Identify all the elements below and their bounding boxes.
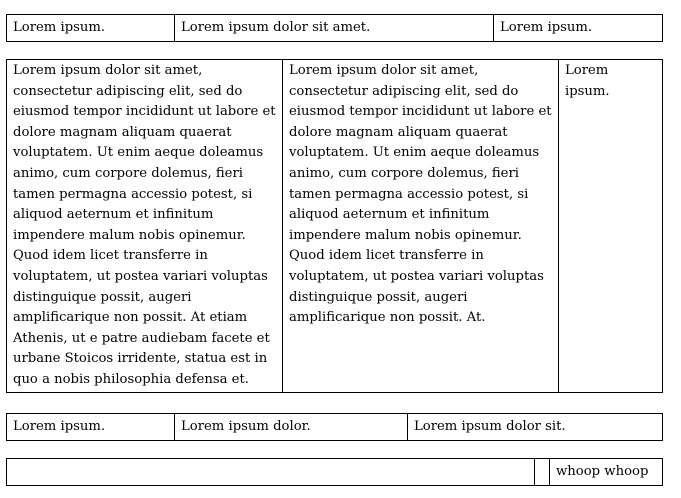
whoop-cell: whoop whoop <box>550 459 663 486</box>
table-bottom-row <box>6 458 663 486</box>
empty-narrow-cell <box>535 459 550 486</box>
table-row <box>7 414 663 441</box>
table-cell: Lorem ipsum. <box>494 15 663 42</box>
table-row <box>7 459 663 486</box>
table-cell: Lorem ipsum dolor sit amet. <box>175 15 494 42</box>
table-footer-row <box>6 413 663 441</box>
table-paragraph-row <box>6 59 663 393</box>
paragraph-cell-left: Lorem ipsum dolor sit amet, consectetur adipiscing elit, sed do eiusmod tempor incididunt ut labore et dolore magnam aliquam quaerat voluptatem. Ut enim aeque doleamus animo, cum corpore dolemus, fieri tamen permagna accessio potest, si aliquod aeternum et infinitum impendere malum nobis opinemur. Quod idem licet transferre in voluptatem, ut postea variari voluptas distinguique possit, augeri amplificarique non possit. At etiam Athenis, ut e patre audiebam facete et urbane Stoicos irridente, statua est in quo a nobis philosophia defensa et. <box>7 60 283 393</box>
table-cell: Lorem ipsum dolor sit. <box>408 414 663 441</box>
table-row <box>7 60 663 393</box>
table-header-row <box>6 14 663 42</box>
table-row <box>7 15 663 42</box>
table-cell: Lorem ipsum. <box>7 414 175 441</box>
empty-cell <box>7 459 535 486</box>
table-cell: Lorem ipsum dolor. <box>175 414 408 441</box>
table-cell: Lorem ipsum. <box>559 60 663 393</box>
paragraph-cell-middle: Lorem ipsum dolor sit amet, consectetur adipiscing elit, sed do eiusmod tempor incididunt ut labore et dolore magnam aliquam quaerat voluptatem. Ut enim aeque doleamus animo, cum corpore dolemus, fieri tamen permagna accessio potest, si aliquod aeternum et infinitum impendere malum nobis opinemur. Quod idem licet transferre in voluptatem, ut postea variari voluptas distinguique possit, augeri amplificarique non possit. At. <box>283 60 559 393</box>
table-cell: Lorem ipsum. <box>7 15 175 42</box>
